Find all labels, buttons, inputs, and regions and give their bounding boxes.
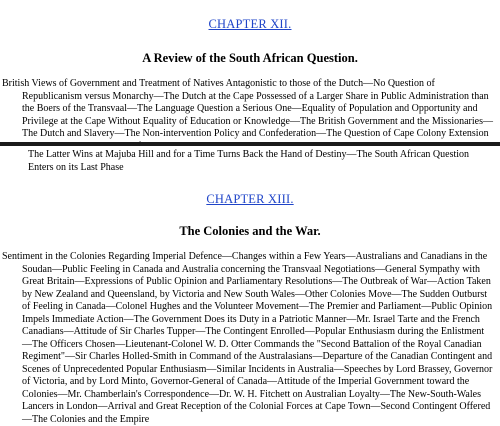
chapter-13-link[interactable]: CHAPTER XIII.: [206, 192, 294, 206]
chapter-12-summary: British Views of Government and Treatment of Natives Antagonistic to those of the Dutch—No Question of Republicanism versus Monarchy—The Dutch at the Cape Possessed of a Larger Share in Public Administration than the Boers of the Transvaal—The Language Question a Serious One—Equality of Population and Opportunity and Privilege at the Cape Without Equality of Education or Knowledge—The British Government and the Missionaries—The Dutch and Slavery—The Non-intervention Policy and Confederation—The Question of Cape Colony Extension: [2, 78, 493, 139]
chapter-12-link[interactable]: CHAPTER XII.: [208, 17, 292, 31]
page-view-top[interactable]: [0, 0, 500, 142]
chapter-12-summary-continued: The Latter Wins at Majuba Hill and for a Time Turns Back the Hand of Destiny—The South African Question Enters on its Last Phase: [28, 149, 470, 173]
chapter-12-title: A Review of the South African Question.: [142, 51, 358, 65]
chapter-13-title: The Colonies and the War.: [179, 224, 321, 238]
chapter-13-summary: Sentiment in the Colonies Regarding Imperial Defence—Changes within a Few Years—Australians and Canadians in the Soudan—Public Feeling in Canada and Australia concerning the Transvaal Negotiations—General Sympathy with Great Britain—Expressions of Public Opinion and Parliamentary Resolutions—The Outbreak of War—Action Taken by New Zealand and Queensland, by Victoria and New South Wales—Other Colonies Move—The Sudden Outburst of Feeling in Canada—Colonel Hughes and the Volunteer Movement—The Premier and Parliament—Public Opinion Impels Immediate Action—The Government Does its Duty in a Patriotic Manner—Mr. Israel Tarte and the French Canadians—Attitude of Sir Charles Tupper—The Contingent Enrolled—Popular Enthusiasm during the Enlistment—The Officers Chosen—Lieutenant-Colonel W. D. Otter Commands the "Second Battalion of the Royal Canadian Regiment"—Sir Charles Holled-Smith in Command of the Australasians—Departure of the Canadian Contingent and Scenes of Unprecedented Popular Enthusiasm—Similar Incidents in Australia—Speeches by Lord Brassey, Governor of Victoria, and by Lord Minto, Governor-General of Canada—Attitude of the Imperial Government toward the Colonies—Mr. Chamberlain's Correspondence—Dr. W. H. Fitchett on Australian Loyalty—The New-South-Wales Lancers in London—Arrival and Great Reception of the Colonial Forces at Cape Town—Second Contingent Offered—The Colonies and the Empire: [2, 251, 493, 425]
page-view-bottom[interactable]: [0, 146, 500, 425]
